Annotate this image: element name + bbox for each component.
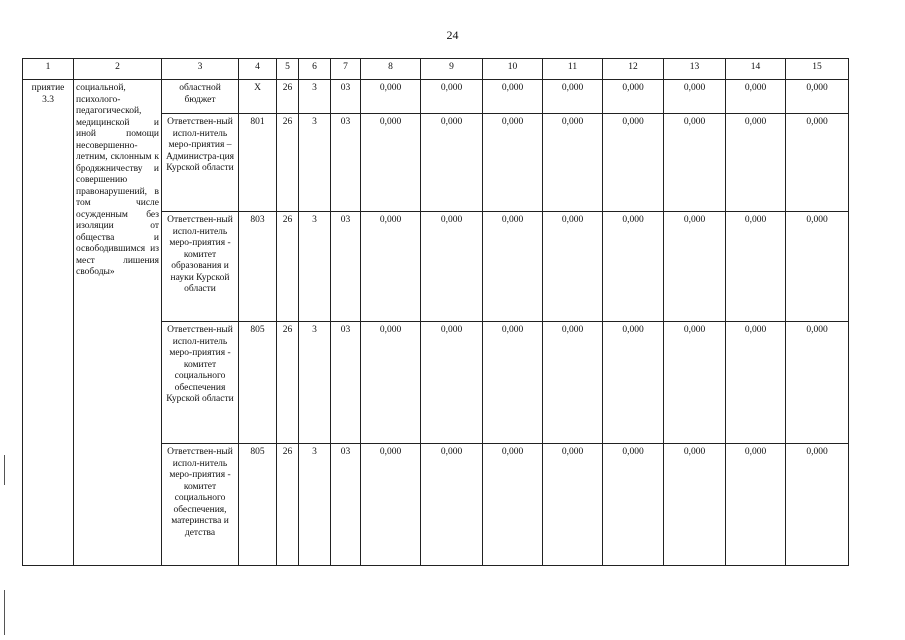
value-cell: 0,000 (483, 80, 543, 114)
column-header: 1 (23, 59, 74, 80)
column-header: 15 (786, 59, 849, 80)
responsible-cell: областной бюджет (162, 80, 239, 114)
code-cell: 26 (277, 80, 299, 114)
code-cell: 26 (277, 212, 299, 322)
value-cell: 0,000 (726, 322, 786, 444)
column-header: 4 (239, 59, 277, 80)
scan-margin-line (4, 590, 5, 635)
code-cell: 03 (331, 322, 361, 444)
value-cell: 0,000 (361, 444, 421, 566)
column-header: 6 (299, 59, 331, 80)
header-row (23, 59, 849, 80)
responsible-cell: Ответствен-ный испол-нитель меро-приятия - комитет социального обеспечения Курской области (162, 322, 239, 444)
value-cell: 0,000 (726, 114, 786, 212)
table-row (23, 80, 849, 114)
value-cell: 0,000 (543, 80, 603, 114)
value-cell: 0,000 (543, 212, 603, 322)
page-number: 24 (446, 28, 459, 42)
value-cell: 0,000 (786, 444, 849, 566)
code-cell: 03 (331, 80, 361, 114)
code-cell: 03 (331, 212, 361, 322)
value-cell: 0,000 (664, 322, 726, 444)
value-cell: 0,000 (726, 444, 786, 566)
value-cell: 0,000 (786, 322, 849, 444)
value-cell: 0,000 (361, 212, 421, 322)
column-header: 10 (483, 59, 543, 80)
budget-table (22, 58, 849, 566)
column-header: 5 (277, 59, 299, 80)
column-header: 2 (74, 59, 162, 80)
value-cell: 0,000 (786, 212, 849, 322)
column-header: 14 (726, 59, 786, 80)
value-cell: 0,000 (664, 114, 726, 212)
code-cell: 3 (299, 322, 331, 444)
code-cell: 03 (331, 114, 361, 212)
code-cell: 03 (331, 444, 361, 566)
value-cell: 0,000 (664, 212, 726, 322)
value-cell: 0,000 (361, 114, 421, 212)
value-cell: 0,000 (421, 322, 483, 444)
code-cell: 805 (239, 444, 277, 566)
code-cell: 26 (277, 322, 299, 444)
responsible-cell: Ответствен-ный испол-нитель меро-приятия - комитет социального обеспечения, материнства и детства (162, 444, 239, 566)
event-label-cell: приятие 3.3 (23, 80, 74, 566)
column-header: 12 (603, 59, 664, 80)
value-cell: 0,000 (421, 212, 483, 322)
value-cell: 0,000 (361, 80, 421, 114)
value-cell: 0,000 (726, 80, 786, 114)
value-cell: 0,000 (421, 80, 483, 114)
value-cell: 0,000 (543, 444, 603, 566)
column-header: 8 (361, 59, 421, 80)
responsible-cell: Ответствен-ный испол-нитель меро-приятия – Администра-ция Курской области (162, 114, 239, 212)
value-cell: 0,000 (483, 444, 543, 566)
value-cell: 0,000 (664, 80, 726, 114)
value-cell: 0,000 (603, 212, 664, 322)
code-cell: 3 (299, 114, 331, 212)
value-cell: 0,000 (786, 114, 849, 212)
scan-margin-line (4, 455, 5, 485)
value-cell: 0,000 (603, 80, 664, 114)
code-cell: 26 (277, 114, 299, 212)
value-cell: 0,000 (483, 114, 543, 212)
code-cell: Х (239, 80, 277, 114)
value-cell: 0,000 (483, 212, 543, 322)
value-cell: 0,000 (726, 212, 786, 322)
code-cell: 801 (239, 114, 277, 212)
value-cell: 0,000 (603, 322, 664, 444)
code-cell: 26 (277, 444, 299, 566)
responsible-cell: Ответствен-ный испол-нитель меро-приятия - комитет образования и науки Курской области (162, 212, 239, 322)
column-header: 3 (162, 59, 239, 80)
code-cell: 805 (239, 322, 277, 444)
value-cell: 0,000 (361, 322, 421, 444)
value-cell: 0,000 (421, 444, 483, 566)
code-cell: 3 (299, 212, 331, 322)
code-cell: 3 (299, 80, 331, 114)
value-cell: 0,000 (483, 322, 543, 444)
value-cell: 0,000 (543, 114, 603, 212)
value-cell: 0,000 (543, 322, 603, 444)
column-header: 13 (664, 59, 726, 80)
code-cell: 3 (299, 444, 331, 566)
value-cell: 0,000 (421, 114, 483, 212)
value-cell: 0,000 (603, 444, 664, 566)
column-header: 7 (331, 59, 361, 80)
column-header: 11 (543, 59, 603, 80)
code-cell: 803 (239, 212, 277, 322)
event-description-cell: социальной, психолого-педагогической, медицинской и иной помощи несовершенно-летним, склонным к бродяжничеству и совершению правонарушений, в том числе осужденным без изоляции от общества и освободившимся из мест лишения свободы» (74, 80, 162, 566)
column-header: 9 (421, 59, 483, 80)
value-cell: 0,000 (786, 80, 849, 114)
value-cell: 0,000 (664, 444, 726, 566)
value-cell: 0,000 (603, 114, 664, 212)
